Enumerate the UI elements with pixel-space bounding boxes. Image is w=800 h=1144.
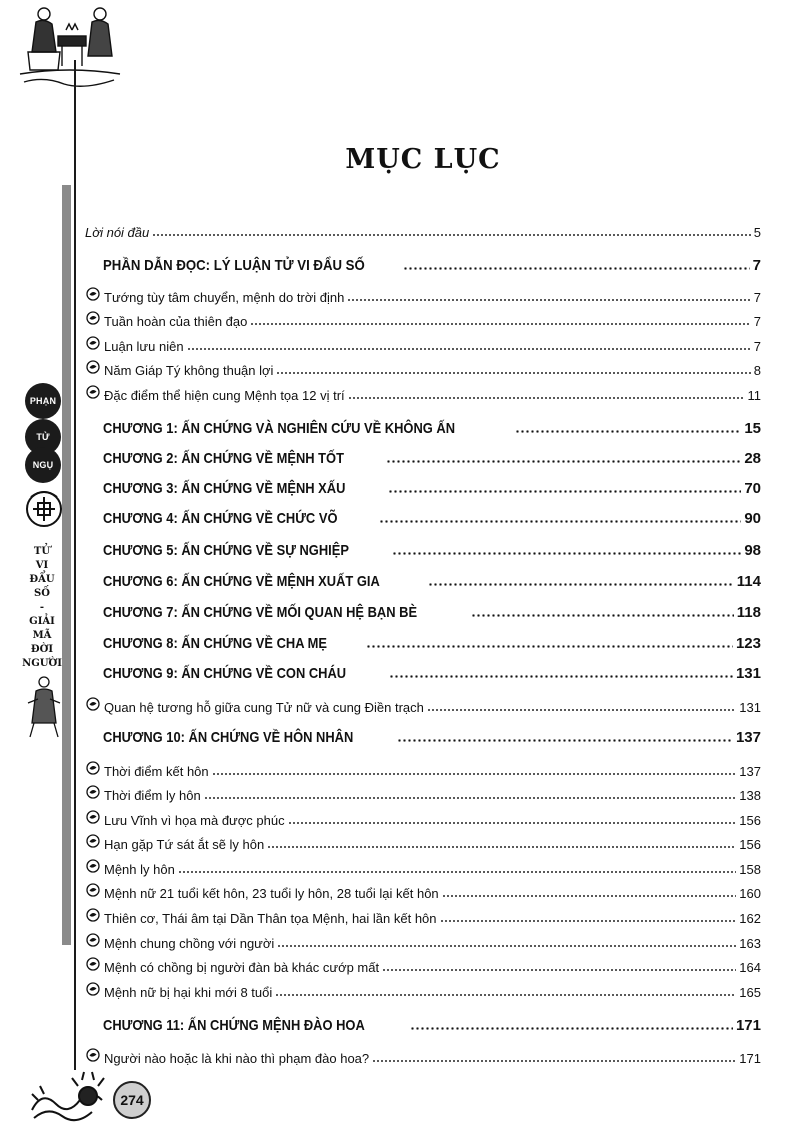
- series-badge-2: TỬ: [25, 419, 61, 455]
- bullet-swirl-icon: [85, 933, 100, 948]
- bullet-swirl-icon: [85, 311, 100, 326]
- bullet-swirl-icon: [85, 697, 100, 712]
- bullet-swirl-icon: [85, 761, 100, 776]
- ornamental-emblem: [23, 485, 65, 531]
- dragon-ornament: [28, 1070, 118, 1130]
- dot-leader: [428, 583, 734, 586]
- margin-gray-strip: [62, 185, 71, 945]
- toc-entry-row[interactable]: [85, 693, 761, 715]
- toc-label: Mệnh chung chồng với người: [104, 936, 275, 951]
- toc-label: Thời điểm ly hôn: [104, 788, 201, 803]
- dot-leader: [427, 709, 736, 711]
- dot-leader: [389, 675, 733, 678]
- toc-label: CHƯƠNG 5: ẤN CHỨNG VỀ SỰ NGHIỆP: [103, 542, 349, 559]
- toc-label: Mệnh có chồng bị người đàn bà khác cướp mất: [104, 960, 380, 975]
- toc-entry-row[interactable]: [85, 806, 761, 828]
- bullet-swirl-icon: [85, 908, 100, 923]
- toc-label: CHƯƠNG 9: ẤN CHỨNG VỀ CON CHÁU: [103, 665, 347, 682]
- toc-page-number: 171: [739, 1051, 761, 1066]
- dot-leader: [204, 797, 737, 799]
- toc-page-number: 137: [735, 729, 761, 746]
- toc-section-row[interactable]: [103, 250, 761, 274]
- toc-entry-row[interactable]: [85, 356, 761, 378]
- toc-page-number: 164: [739, 960, 761, 975]
- toc-entry-row[interactable]: [85, 879, 761, 901]
- toc-entry-row[interactable]: [85, 953, 761, 975]
- bullet-swirl-icon: [85, 336, 100, 351]
- dot-leader: [212, 773, 737, 775]
- toc-chapter-row[interactable]: [103, 628, 761, 652]
- dot-leader: [515, 430, 741, 433]
- bullet-swirl-icon: [85, 957, 100, 972]
- dot-leader: [152, 234, 751, 236]
- toc-page-number: 70: [744, 480, 761, 497]
- dot-leader: [250, 323, 750, 325]
- toc-entry-row[interactable]: [85, 283, 761, 305]
- toc-label: CHƯƠNG 10: ẤN CHỨNG VỀ HÔN NHÂN: [103, 729, 354, 746]
- toc-chapter-row[interactable]: [103, 658, 761, 682]
- toc-chapter-row[interactable]: [103, 566, 761, 590]
- dot-leader: [382, 969, 736, 971]
- toc-entry-row[interactable]: [85, 332, 761, 354]
- dot-leader: [379, 520, 742, 523]
- toc-page-number: 118: [736, 604, 761, 621]
- page-title: MỤC LỤC: [345, 144, 501, 175]
- toc-page-number: 28: [744, 450, 761, 467]
- toc-label: Tuần hoàn của thiên đạo: [104, 314, 248, 329]
- dot-leader: [403, 267, 749, 270]
- toc-entry-row[interactable]: [85, 855, 761, 877]
- toc-label: CHƯƠNG 8: ẤN CHỨNG VỀ CHA MẸ: [103, 635, 328, 652]
- toc-label: CHƯƠNG 2: ẤN CHỨNG VỀ MỆNH TỐT: [103, 450, 344, 467]
- bullet-swirl-icon: [85, 982, 100, 997]
- margin-vertical-line: [74, 60, 76, 1070]
- toc-page-number: 131: [739, 700, 761, 715]
- bullet-swirl-icon: [85, 785, 100, 800]
- toc-chapter-row[interactable]: [103, 503, 761, 527]
- dot-leader: [440, 920, 737, 922]
- toc-chapter-row[interactable]: [103, 443, 761, 467]
- toc-label: CHƯƠNG 1: ẤN CHỨNG VÀ NGHIÊN CỨU VỀ KHÔNG ẤN: [103, 420, 456, 437]
- bullet-swirl-icon: [85, 385, 100, 400]
- toc-entry-row[interactable]: [85, 830, 761, 852]
- toc-entry-row[interactable]: [85, 1044, 761, 1066]
- toc-page-number: 90: [744, 510, 761, 527]
- toc-page-number: 156: [739, 813, 761, 828]
- dot-leader: [347, 299, 750, 301]
- toc-chapter-row[interactable]: [103, 597, 761, 621]
- toc-label: Lưu Vĩnh vì họa mà được phúc: [104, 813, 285, 828]
- toc-page-number: 160: [739, 886, 761, 901]
- toc-label: Thiên cơ, Thái âm tại Dần Thân tọa Mệnh, hai lần kết hôn: [104, 911, 437, 926]
- dot-leader: [410, 1027, 733, 1030]
- dot-leader: [267, 846, 736, 848]
- toc-label: CHƯƠNG 7: ẤN CHỨNG VỀ MỐI QUAN HỆ BẠN BÈ: [103, 604, 418, 621]
- dot-leader: [397, 739, 733, 742]
- toc-label: Năm Giáp Tý không thuận lợi: [104, 363, 274, 378]
- toc-page-number: 7: [753, 339, 761, 354]
- toc-page-number: 137: [739, 764, 761, 779]
- dot-leader: [178, 871, 736, 873]
- dot-leader: [348, 397, 745, 399]
- toc-label: CHƯƠNG 4: ẤN CHỨNG VỀ CHỨC VÕ: [103, 510, 338, 527]
- dot-leader: [388, 490, 741, 493]
- toc-page-number: 156: [739, 837, 761, 852]
- dot-leader: [442, 895, 737, 897]
- bullet-swirl-icon: [85, 883, 100, 898]
- toc-chapter-row[interactable]: [103, 1010, 761, 1034]
- bullet-swirl-icon: [85, 859, 100, 874]
- toc-page-number: 163: [739, 936, 761, 951]
- toc-page-number: 7: [752, 257, 761, 274]
- toc-label: Thời điểm kết hôn: [104, 764, 209, 779]
- toc-entry-row[interactable]: [85, 307, 761, 329]
- toc-chapter-row[interactable]: [103, 413, 761, 437]
- toc-page-number: 138: [739, 788, 761, 803]
- toc-label: Tướng tùy tâm chuyển, mệnh do trời định: [104, 290, 345, 305]
- toc-page-number: 171: [735, 1017, 761, 1034]
- toc-label: PHẦN DẪN ĐỌC: LÝ LUẬN TỬ VI ĐẨU SỐ: [103, 257, 365, 274]
- toc-page-number: 98: [744, 542, 761, 559]
- toc-label: Luận lưu niên: [104, 339, 184, 354]
- dot-leader: [386, 460, 741, 463]
- toc-entry-row[interactable]: [85, 218, 761, 240]
- vertical-book-title: TỬ VI ĐẨU SỐ - GIẢI MÃ ĐỜI NGƯỜI: [22, 546, 62, 669]
- toc-page-number: 114: [736, 573, 761, 590]
- toc-entry-row[interactable]: [85, 757, 761, 779]
- toc-page-number: 131: [735, 665, 761, 682]
- toc-chapter-row[interactable]: [103, 722, 761, 746]
- toc-page-number: 123: [735, 635, 761, 652]
- dot-leader: [277, 945, 736, 947]
- toc-page-number: 165: [739, 985, 761, 1000]
- toc-entry-row[interactable]: [85, 904, 761, 926]
- toc-page-number: 7: [753, 290, 761, 305]
- toc-page-number: 158: [739, 862, 761, 877]
- dot-leader: [288, 822, 737, 824]
- bullet-swirl-icon: [85, 834, 100, 849]
- dot-leader: [276, 372, 750, 374]
- dot-leader: [392, 552, 741, 555]
- toc-page-number: 162: [739, 911, 761, 926]
- dot-leader: [275, 994, 736, 996]
- toc-label: CHƯƠNG 11: ẤN CHỨNG MỆNH ĐÀO HOA: [103, 1017, 365, 1034]
- toc-page-number: 15: [744, 420, 761, 437]
- toc-label: Đặc điểm thể hiện cung Mệnh tọa 12 vị trí: [104, 388, 345, 403]
- toc-label: CHƯƠNG 3: ẤN CHỨNG VỀ MỆNH XẤU: [103, 480, 346, 497]
- dot-leader: [372, 1060, 736, 1062]
- scholar-figure-illustration: [24, 673, 64, 741]
- toc-label: CHƯƠNG 6: ẤN CHỨNG VỀ MỆNH XUẤT GIA: [103, 573, 380, 590]
- dot-leader: [187, 348, 751, 350]
- toc-page-number: 11: [747, 388, 761, 403]
- dot-leader: [471, 614, 734, 617]
- toc-entry-row[interactable]: [85, 381, 761, 403]
- toc-label: Người nào hoặc là khi nào thì phạm đào hoa?: [104, 1051, 370, 1066]
- toc-page-number: 5: [753, 225, 761, 240]
- toc-label: Quan hệ tương hỗ giữa cung Tử nữ và cung Điền trạch: [104, 700, 424, 715]
- toc-chapter-row[interactable]: [103, 473, 761, 497]
- toc-entry-row[interactable]: [85, 781, 761, 803]
- series-badge-1: PHẠN: [25, 383, 61, 419]
- toc-page-number: 8: [753, 363, 761, 378]
- dot-leader: [366, 645, 732, 648]
- bullet-swirl-icon: [85, 287, 100, 302]
- toc-chapter-row[interactable]: [103, 535, 761, 559]
- chess-players-illustration: [14, 0, 124, 92]
- bullet-swirl-icon: [85, 810, 100, 825]
- toc-entry-row[interactable]: [85, 978, 761, 1000]
- page-number-badge: 274: [113, 1081, 151, 1119]
- toc-label: Mệnh nữ 21 tuổi kết hôn, 23 tuổi ly hôn, 28 tuổi lại kết hôn: [104, 886, 439, 901]
- toc-label: Mệnh nữ bị hại khi mới 8 tuổi: [104, 985, 273, 1000]
- series-badge-3: NGỤ: [25, 447, 61, 483]
- toc-label: Hạn gặp Tứ sát ắt sẽ ly hôn: [104, 837, 265, 852]
- toc-label: Mệnh ly hôn: [104, 862, 175, 877]
- toc-entry-row[interactable]: [85, 929, 761, 951]
- toc-label: Lời nói đầu: [85, 225, 150, 240]
- bullet-swirl-icon: [85, 360, 100, 375]
- bullet-swirl-icon: [85, 1048, 100, 1063]
- toc-page-number: 7: [753, 314, 761, 329]
